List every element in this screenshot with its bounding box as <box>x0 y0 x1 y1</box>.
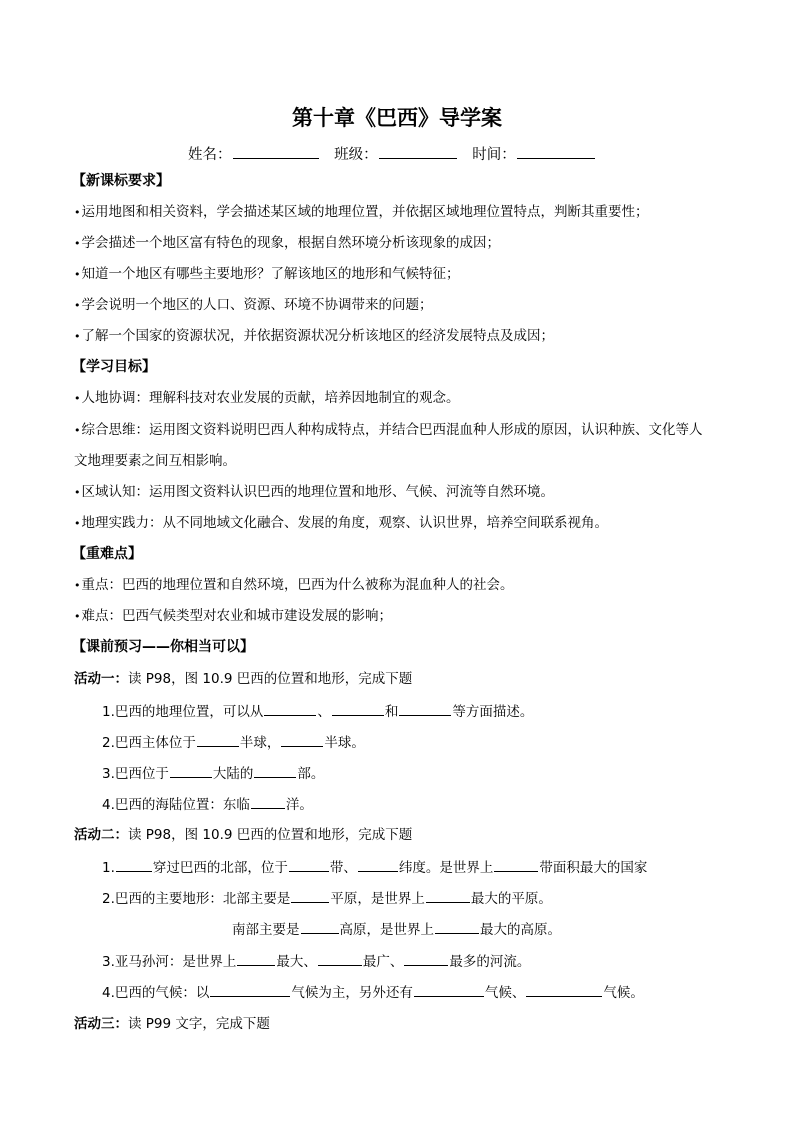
list-item <box>74 265 460 284</box>
answer-blank[interactable] <box>289 858 329 872</box>
question <box>232 920 561 939</box>
question <box>102 983 644 1002</box>
answer-blank[interactable] <box>210 983 290 997</box>
question-text: 最大的平原。 <box>470 891 552 907</box>
list-item <box>74 514 608 533</box>
name-label: 姓名： <box>188 147 232 163</box>
answer-blank[interactable] <box>426 889 470 903</box>
question-text: 2.巴西的主要地形：北部主要是 <box>102 891 291 907</box>
question-text: 最广、 <box>362 954 404 970</box>
question-text: 高原，是世界上 <box>339 922 434 938</box>
question <box>102 858 647 877</box>
question-text: 最多的河流。 <box>449 954 531 970</box>
list-item-text: 运用地图和相关资料，学会描述某区域的地理位置，并依据区域地理位置特点，判断其重要性； <box>81 204 649 220</box>
question-text: 纬度。是世界上 <box>398 860 494 876</box>
bullet: • <box>74 579 81 592</box>
student-info-row <box>188 145 596 164</box>
question-text: 最大的高原。 <box>480 922 561 938</box>
activity-1-instruction: 读 P98，图 10.9 巴西的位置和地形，完成下题 <box>128 671 413 687</box>
list-item-text: 综合思维：运用图文资料说明巴西人种构成特点，并结合巴西混血种人形成的原因，认识种族、文化等人 <box>81 422 703 438</box>
answer-blank[interactable] <box>251 795 285 809</box>
answer-blank[interactable] <box>281 733 323 747</box>
list-item-text: 地理实践力：从不同地域文化融合、发展的角度，观察、认识世界，培养空间联系视角。 <box>81 515 608 531</box>
time-blank[interactable] <box>517 145 595 159</box>
question-text: 半球。 <box>324 735 365 751</box>
answer-blank[interactable] <box>170 764 212 778</box>
question <box>102 795 313 814</box>
activity-2-header <box>74 826 412 844</box>
question-text: 穿过巴西的北部，位于 <box>152 860 288 876</box>
list-item <box>74 607 392 626</box>
list-item-text: 了解一个国家的资源状况，并依据资源状况分析该地区的经济发展特点及成因； <box>81 328 554 344</box>
question-text: 4.巴西的气候：以 <box>102 985 210 1001</box>
answer-blank[interactable] <box>237 952 275 966</box>
list-item-text: 区域认知：运用图文资料认识巴西的地理位置和地形、气候、河流等自然环境。 <box>81 484 554 500</box>
question-text: 部。 <box>297 766 325 782</box>
question-text: 大陆的 <box>212 766 254 782</box>
activity-3-label: 活动三： <box>74 1016 128 1032</box>
answer-blank[interactable] <box>116 858 152 872</box>
question-text: 和 <box>384 704 399 720</box>
activity-2-instruction: 读 P98，图 10.9 巴西的位置和地形，完成下题 <box>128 827 413 843</box>
question <box>102 764 324 783</box>
question-text: 最大、 <box>276 954 317 970</box>
answer-blank[interactable] <box>291 889 329 903</box>
question-text: 4.巴西的海陆位置：东临 <box>102 797 250 813</box>
bullet: • <box>74 392 81 405</box>
question <box>102 889 552 908</box>
answer-blank[interactable] <box>197 733 239 747</box>
answer-blank[interactable] <box>301 920 339 934</box>
answer-blank[interactable] <box>404 952 448 966</box>
list-item <box>74 296 433 315</box>
bullet: • <box>74 299 81 312</box>
section-heading-preview: 【课前预习——你相当可以】 <box>72 639 254 655</box>
bullet: • <box>74 610 81 623</box>
bullet: • <box>74 517 81 530</box>
answer-blank[interactable] <box>332 702 384 716</box>
activity-1-header <box>74 670 412 688</box>
list-item <box>74 203 649 222</box>
list-item-text: 人地协调：理解科技对农业发展的贡献，培养因地制宜的观念。 <box>81 390 460 406</box>
list-item-text: 重点：巴西的地理位置和自然环境，巴西为什么被称为混血种人的社会。 <box>81 577 514 593</box>
bullet: • <box>74 268 81 281</box>
question-text: 半球， <box>239 735 281 751</box>
question-text: 、 <box>317 704 331 720</box>
question-text: 1. <box>102 860 115 876</box>
bullet: • <box>74 330 81 343</box>
answer-blank[interactable] <box>399 702 451 716</box>
question-text: 带、 <box>329 860 357 876</box>
list-item <box>74 483 554 502</box>
question-text: 3.巴西位于 <box>102 766 169 782</box>
answer-blank[interactable] <box>264 702 316 716</box>
list-item-continuation: 文地理要素之间互相影响。 <box>74 453 236 469</box>
question-text: 气候。 <box>603 985 644 1001</box>
question-text: 2.巴西主体位于 <box>102 735 196 751</box>
list-item <box>74 389 460 408</box>
question-text: 带面积最大的国家 <box>539 860 648 876</box>
list-item-text: 难点：巴西气候类型对农业和城市建设发展的影响； <box>81 608 392 624</box>
answer-blank[interactable] <box>254 764 296 778</box>
answer-blank[interactable] <box>494 858 538 872</box>
activity-2-label: 活动二： <box>74 827 128 843</box>
class-blank[interactable] <box>379 145 457 159</box>
list-item <box>74 421 703 440</box>
bullet: • <box>74 424 81 437</box>
question-text: 1.巴西的地理位置，可以从 <box>102 704 264 720</box>
activity-3-instruction: 读 P99 文字，完成下题 <box>128 1016 270 1032</box>
section-heading-goals: 【学习目标】 <box>72 359 156 375</box>
question-text: 平原，是世界上 <box>330 891 425 907</box>
question-text: 3.亚马孙河：是世界上 <box>102 954 237 970</box>
bullet: • <box>74 237 81 250</box>
question-text: 洋。 <box>285 797 313 813</box>
bullet: • <box>74 486 81 499</box>
question <box>102 733 365 752</box>
bullet: • <box>74 206 81 219</box>
list-item <box>74 327 554 346</box>
question <box>102 952 530 971</box>
section-heading-standards: 【新课标要求】 <box>72 173 170 189</box>
list-item <box>74 234 500 253</box>
answer-blank[interactable] <box>435 920 479 934</box>
time-label: 时间： <box>472 147 516 163</box>
answer-blank[interactable] <box>526 983 602 997</box>
page-title: 第十章《巴西》导学案 <box>292 105 502 130</box>
list-item-text: 知道一个地区有哪些主要地形？了解该地区的地形和气候特征； <box>81 266 460 282</box>
activity-1-label: 活动一： <box>74 671 128 687</box>
name-blank[interactable] <box>233 145 319 159</box>
question-text: 气候、 <box>484 985 526 1001</box>
answer-blank[interactable] <box>358 858 398 872</box>
question-text: 气候为主，另外还有 <box>291 985 413 1001</box>
question <box>102 702 533 721</box>
answer-blank[interactable] <box>318 952 362 966</box>
section-heading-keypoints: 【重难点】 <box>72 546 142 562</box>
activity-3-header <box>74 1015 270 1033</box>
class-label: 班级： <box>334 147 378 163</box>
list-item <box>74 576 514 595</box>
question-text: 等方面描述。 <box>452 704 534 720</box>
list-item-text: 学会描述一个地区富有特色的现象，根据自然环境分析该现象的成因； <box>81 235 500 251</box>
answer-blank[interactable] <box>414 983 484 997</box>
question-text: 南部主要是 <box>232 922 300 938</box>
list-item-text: 学会说明一个地区的人口、资源、环境不协调带来的问题； <box>81 297 433 313</box>
